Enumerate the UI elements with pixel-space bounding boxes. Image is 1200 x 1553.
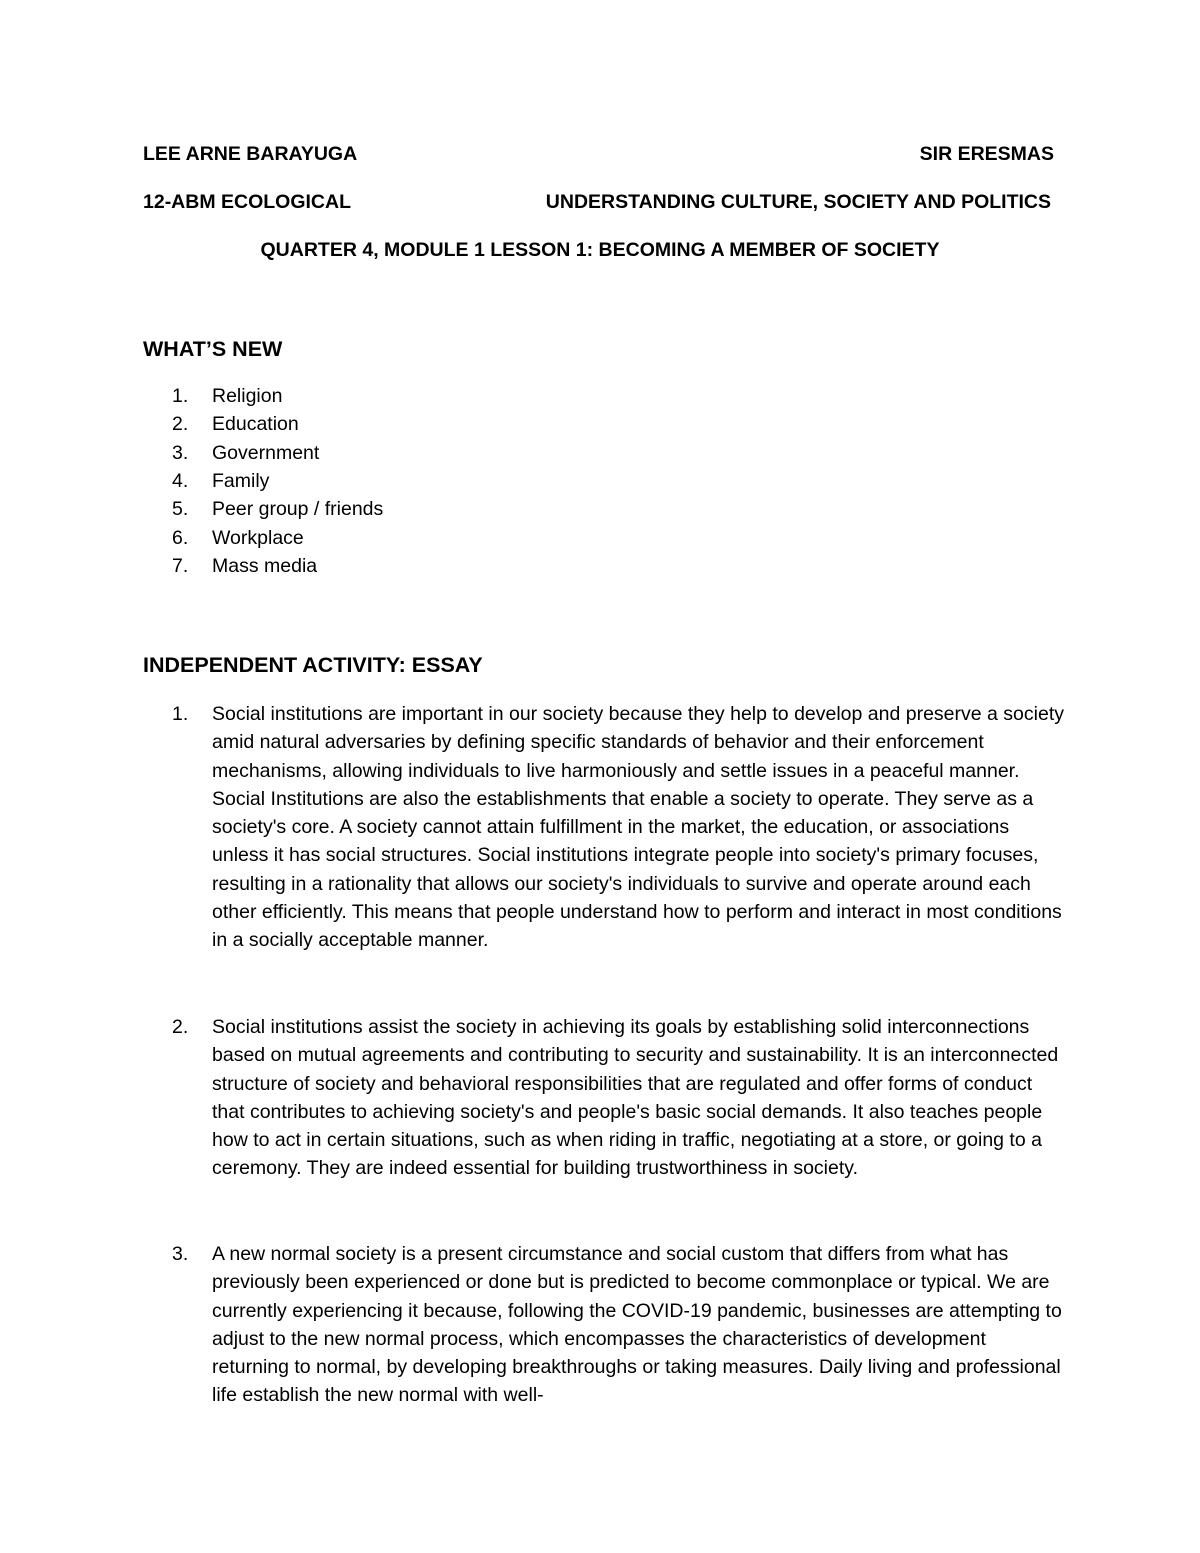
essay-heading: INDEPENDENT ACTIVITY: ESSAY: [143, 653, 483, 677]
essay-item-text: A new normal society is a present circumstance and social custom that differs from what has previously been experienced or done but is predicted to become commonplace or typical. We are currently experiencing it because, following the COVID-19 pandemic, businesses are attempting to adjust to the new normal process, which encompasses the characteristics of development returning to normal, by developing breakthroughs or taking measures. Daily living and professional life establish the new normal with well-: [212, 1243, 1062, 1407]
student-name: LEE ARNE BARAYUGA: [143, 143, 358, 165]
list-item-number: 7.: [172, 554, 189, 577]
subject-title: UNDERSTANDING CULTURE, SOCIETY AND POLITICS: [545, 191, 1051, 213]
essay-item-number: 2.: [172, 1016, 189, 1038]
list-item-text: Religion: [212, 385, 283, 407]
essay-item-text: Social institutions are important in our society because they help to develop and preserve a society amid natural adversaries by defining specific standards of behavior and their enforcement mechanisms, allowing individuals to live harmoniously and settle issues in a peaceful manner. Social Institutions are also the establishments that enable a society to operate. They serve as a society's core. A society cannot attain fulfillment in the market, the education, or associations unless it has social structures. Social institutions integrate people into society's primary focuses, resulting in a rationality that allows our society's individuals to survive and operate around each other efficiently. This means that people understand how to perform and interact in most conditions in a socially acceptable manner.: [212, 703, 1064, 952]
list-item-text: Workplace: [212, 526, 304, 549]
teacher-name: SIR ERESMAS: [919, 143, 1054, 165]
list-item-number: 3.: [172, 441, 189, 464]
class-section: 12-ABM ECOLOGICAL: [143, 191, 352, 213]
essay-item-number: 3.: [172, 1243, 189, 1265]
list-item-text: Government: [212, 441, 320, 464]
list-item-number: 4.: [172, 469, 189, 492]
list-item-number: 5.: [172, 498, 189, 521]
whats-new-heading: WHAT’S NEW: [143, 337, 283, 361]
list-item-number: 6.: [172, 526, 189, 549]
list-item-text: Education: [212, 413, 299, 436]
list-item-number: 2.: [172, 413, 189, 436]
essay-item-text: Social institutions assist the society in achieving its goals by establishing solid interconnections based on mutual agreements and contributing to security and sustainability. It is an interconnected structure of society and behavioral responsibilities that are regulated and offer forms of conduct that contributes to achieving society's and people's basic social demands. It also teaches people how to act in certain situations, such as when riding in traffic, negotiating at a store, or going to a ceremony. They are indeed essential for building trustworthiness in society.: [212, 1016, 1059, 1180]
list-item-text: Family: [212, 469, 270, 492]
lesson-title: QUARTER 4, MODULE 1 LESSON 1: BECOMING A MEMBER OF SOCIETY: [260, 239, 940, 261]
list-item-text: Mass media: [212, 554, 318, 577]
essay-item-number: 1.: [172, 703, 189, 725]
list-item-number: 1.: [172, 385, 189, 407]
list-item-text: Peer group / friends: [212, 498, 384, 521]
